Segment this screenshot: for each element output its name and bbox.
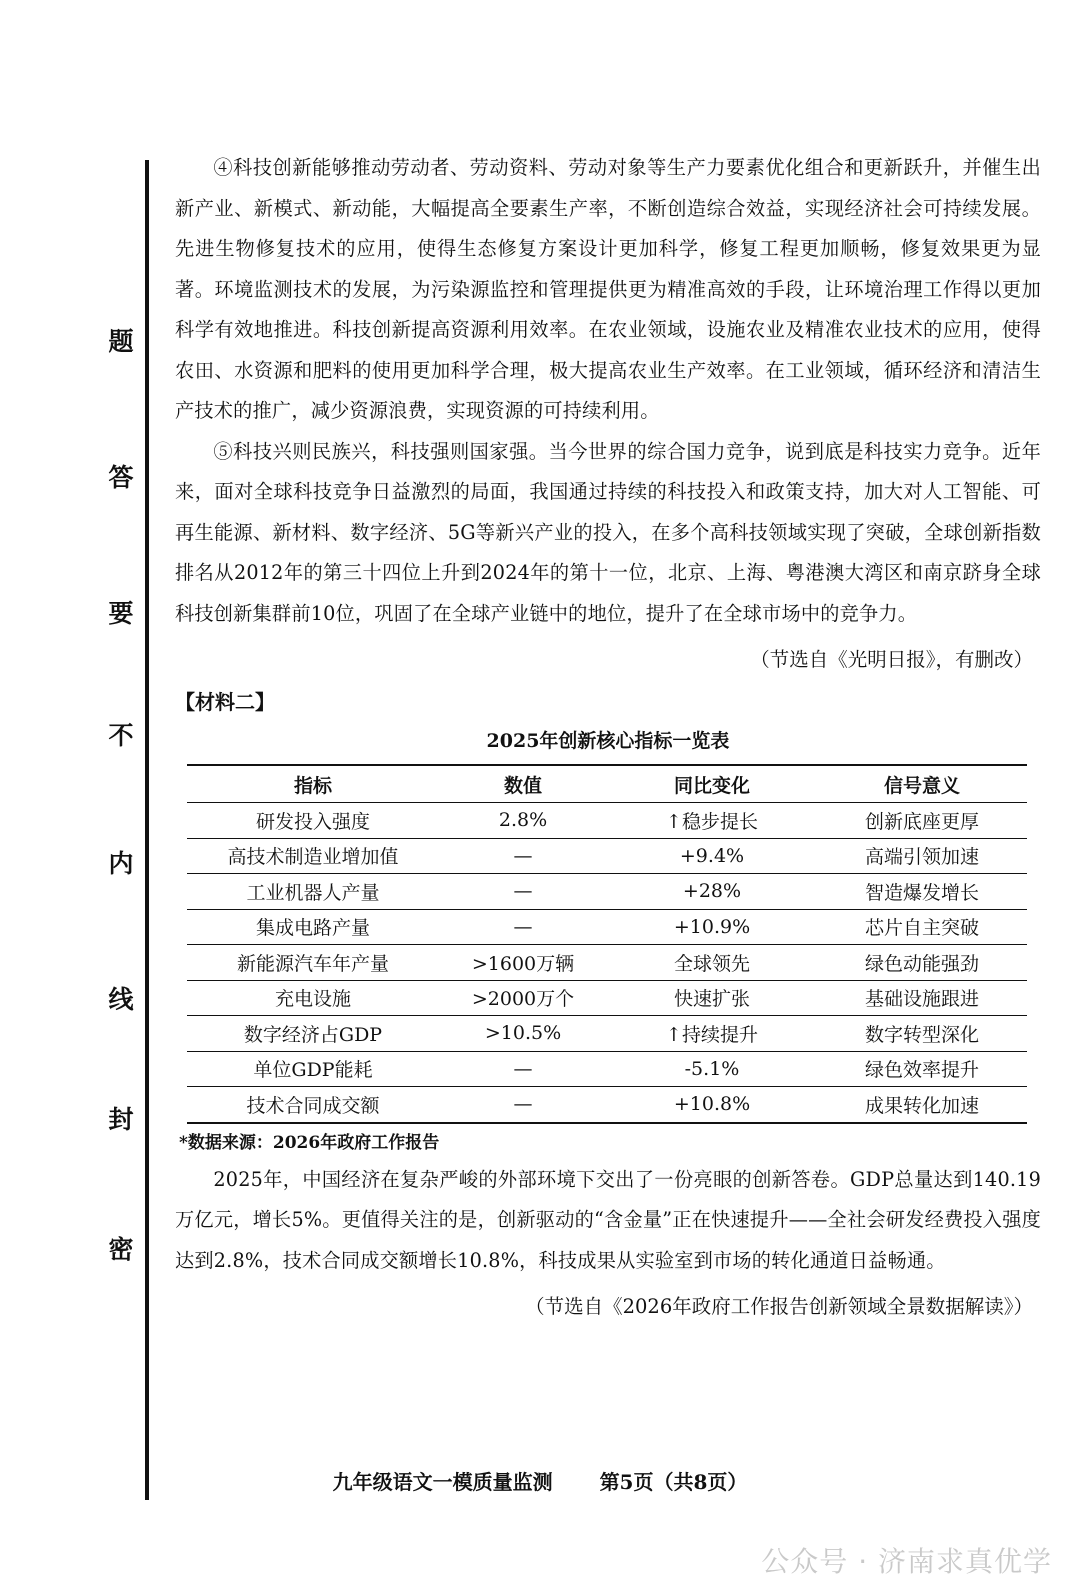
watermark: 公众号 · 济南求真优学	[761, 1545, 1052, 1578]
cell-indicator: 高技术制造业增加值	[187, 838, 439, 874]
table-row	[187, 980, 1027, 1016]
cell-change: 快速扩张	[607, 980, 817, 1016]
cell-significance: 成果转化加速	[817, 1087, 1027, 1123]
table-row	[187, 1016, 1027, 1052]
cell-change: -5.1%	[607, 1051, 817, 1087]
cell-change: 全球领先	[607, 945, 817, 981]
cell-significance: 智造爆发增长	[817, 874, 1027, 910]
table-row	[187, 945, 1027, 981]
paragraph-5: ⑤科技兴则民族兴，科技强则国家强。当今世界的综合国力竞争，说到底是科技实力竞争。近年来，面对全球科技竞争日益激烈的局面，我国通过持续的科技投入和政策支持，加大对人工智能、可再生能源、新材料、数字经济、5G等新兴产业的投入，在多个高科技领域实现了突破，全球创新指数排名从2012年的第三十四位上升到2024年的第十一位，北京、上海、粤港澳大湾区和南京跻身全球科技创新集群前10位，巩固了在全球产业链中的地位，提升了在全球市场中的竞争力。	[175, 439, 1041, 625]
cell-value: —	[439, 1051, 607, 1087]
cell-change: +10.9%	[607, 909, 817, 945]
cell-value: —	[439, 838, 607, 874]
cell-indicator: 集成电路产量	[187, 909, 439, 945]
table-row	[187, 874, 1027, 910]
binding-char: 封	[108, 1105, 134, 1134]
cell-indicator: 数字经济占GDP	[187, 1016, 439, 1052]
binding-char: 答	[108, 463, 134, 492]
header-indicator: 指标	[187, 765, 439, 803]
cell-significance: 基础设施跟进	[817, 980, 1027, 1016]
table-row	[187, 803, 1027, 839]
source-citation-1: （节选自《光明日报》，有删改）	[750, 648, 1033, 671]
binding-char: 线	[108, 985, 134, 1014]
cell-significance: 绿色动能强劲	[817, 945, 1027, 981]
binding-line	[145, 160, 149, 1500]
cell-indicator: 研发投入强度	[187, 803, 439, 839]
cell-change: ↑稳步提长	[607, 803, 817, 839]
header-value: 数值	[439, 765, 607, 803]
binding-char: 题	[108, 327, 134, 356]
table-title: 2025年创新核心指标一览表	[486, 730, 730, 752]
exam-title: 九年级语文一模质量监测	[332, 1470, 553, 1494]
cell-change: +9.4%	[607, 838, 817, 874]
cell-indicator: 单位GDP能耗	[187, 1051, 439, 1087]
cell-indicator: 新能源汽车年产量	[187, 945, 439, 981]
table-data-source-note: *数据来源：2026年政府工作报告	[179, 1132, 440, 1153]
table-row	[187, 1051, 1027, 1087]
cell-indicator: 工业机器人产量	[187, 874, 439, 910]
cell-significance: 高端引领加速	[817, 838, 1027, 874]
cell-value: >2000万个	[439, 980, 607, 1016]
paragraph-material-two: 2025年，中国经济在复杂严峻的外部环境下交出了一份亮眼的创新答卷。GDP总量达到140.19万亿元，增长5%。更值得关注的是，创新驱动的“含金量”正在快速提升——全社会研发经费投入强度达到2.8%，技术合同成交额增长10.8%，科技成果从实验室到市场的转化通道日益畅通。	[175, 1167, 1041, 1272]
cell-indicator: 技术合同成交额	[187, 1087, 439, 1123]
cell-value: 2.8%	[439, 803, 607, 839]
table-header-row	[187, 765, 1027, 803]
header-significance: 信号意义	[817, 765, 1027, 803]
table-row	[187, 1087, 1027, 1123]
cell-value: >10.5%	[439, 1016, 607, 1052]
source-citation-2: （节选自《2026年政府工作报告创新领域全景数据解读》）	[525, 1295, 1033, 1318]
cell-significance: 数字转型深化	[817, 1016, 1027, 1052]
cell-value: —	[439, 909, 607, 945]
cell-significance: 绿色效率提升	[817, 1051, 1027, 1087]
cell-value: >1600万辆	[439, 945, 607, 981]
binding-char: 密	[108, 1235, 134, 1264]
content-area	[175, 148, 1041, 1327]
cell-change: +10.8%	[607, 1087, 817, 1123]
paragraph-4: ④科技创新能够推动劳动者、劳动资料、劳动对象等生产力要素优化组合和更新跃升，并催生出新产业、新模式、新动能，大幅提高全要素生产率，不断创造综合效益，实现经济社会可持续发展。先进生物修复技术的应用，使得生态修复方案设计更加科学，修复工程更加顺畅，修复效果更为显著。环境监测技术的发展，为污染源监控和管理提供更为精准高效的手段，让环境治理工作得以更加科学有效地推进。科技创新提高资源利用效率。在农业领域，设施农业及精准农业技术的应用，使得农田、水资源和肥料的使用更加科学合理，极大提高农业生产效率。在工业领域，循环经济和清洁生产技术的推广，减少资源浪费，实现资源的可持续利用。	[175, 156, 1041, 422]
material-two-title: 【材料二】	[175, 690, 275, 714]
table-row	[187, 909, 1027, 945]
cell-significance: 创新底座更厚	[817, 803, 1027, 839]
binding-char: 不	[108, 721, 134, 750]
table-row	[187, 838, 1027, 874]
cell-significance: 芯片自主突破	[817, 909, 1027, 945]
cell-indicator: 充电设施	[187, 980, 439, 1016]
page-number: 第5页（共8页）	[599, 1470, 748, 1494]
page-footer	[0, 1466, 1080, 1495]
cell-value: —	[439, 1087, 607, 1123]
cell-change: ↑持续提升	[607, 1016, 817, 1052]
indicator-table	[187, 764, 1027, 1124]
cell-change: +28%	[607, 874, 817, 910]
binding-char: 内	[108, 849, 134, 878]
cell-value: —	[439, 874, 607, 910]
header-change: 同比变化	[607, 765, 817, 803]
binding-char: 要	[108, 599, 134, 628]
